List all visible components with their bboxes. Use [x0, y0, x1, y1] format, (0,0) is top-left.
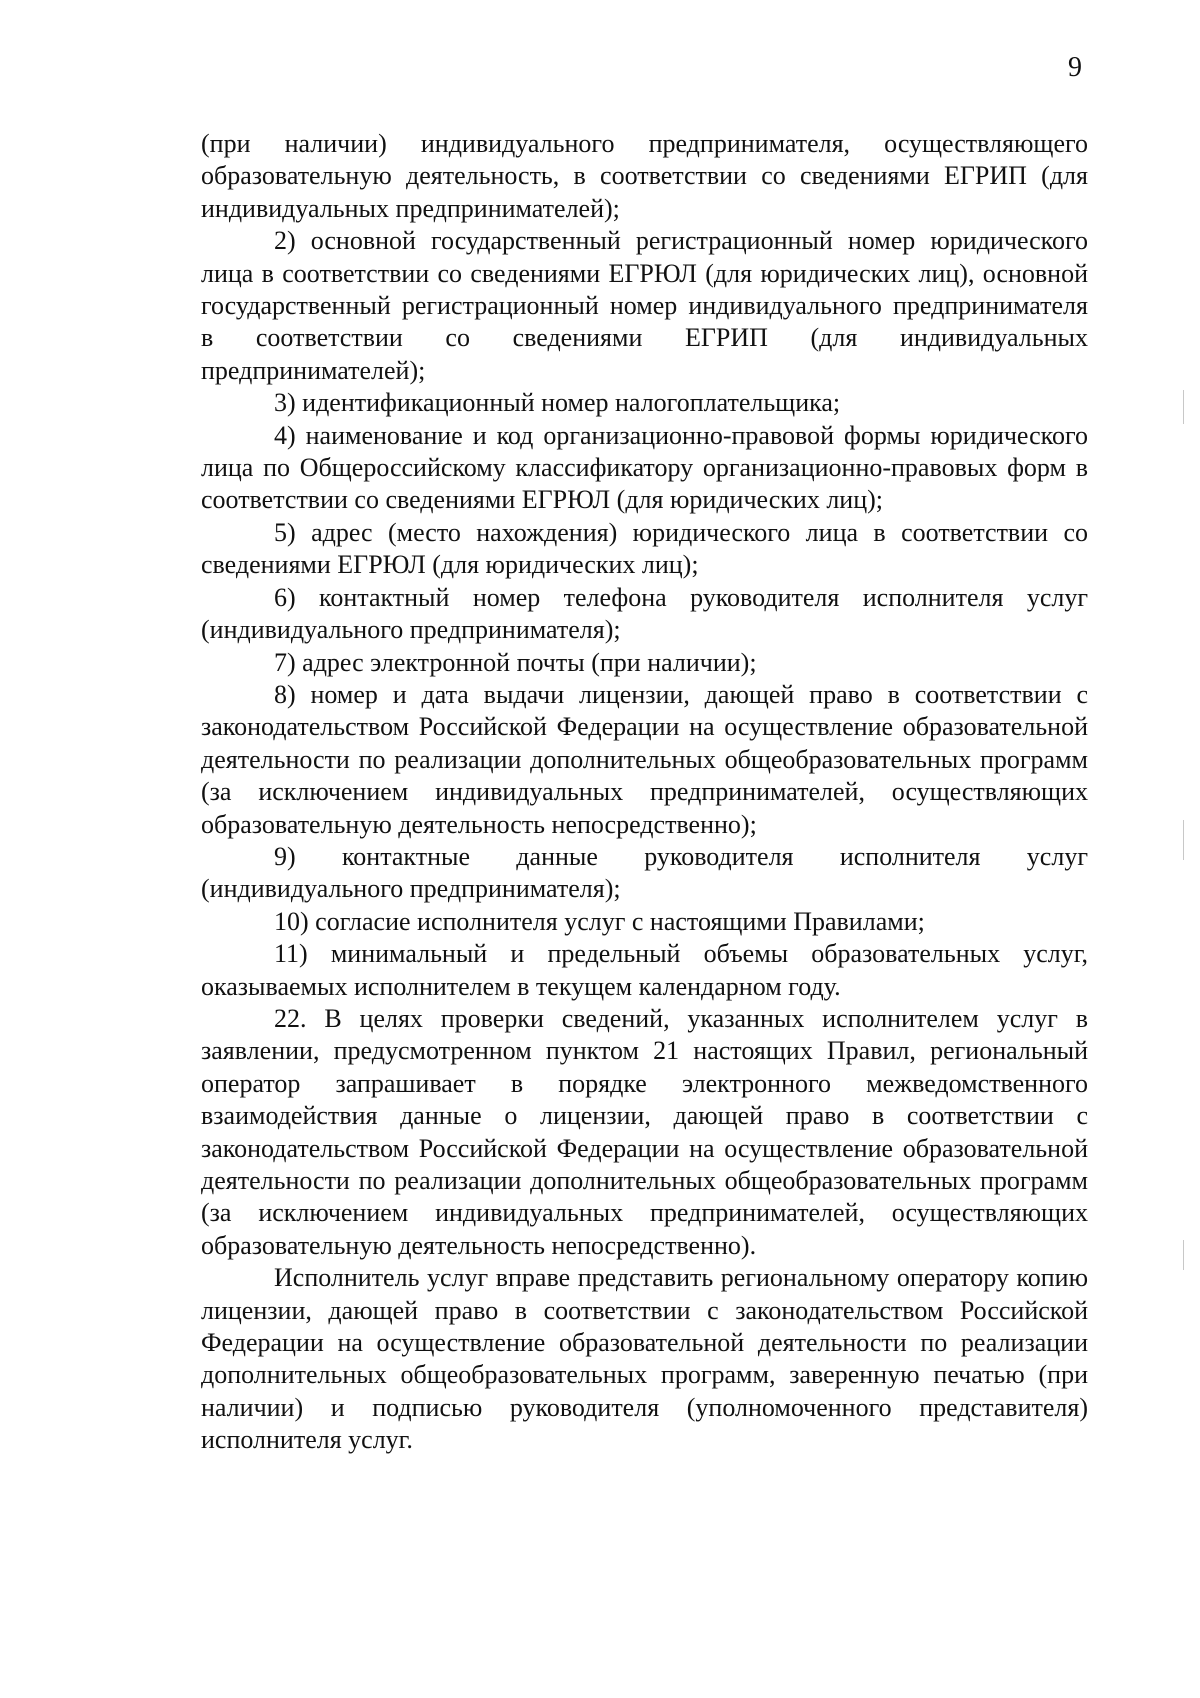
paragraph-item-8: 8) номер и дата выдачи лицензии, дающей право в соответствии с законодательством Российской Федерации на осуществление образовательной деятельности по реализации дополнительных общеобразовательных программ (за исключением индивидуальных предпринимателей, осуществляющих образовательную деятельность непосредственно); — [201, 679, 1088, 839]
scan-artifact-mark — [1183, 820, 1184, 860]
paragraph-item-9: 9) контактные данные руководителя исполнителя услуг (индивидуального предпринимателя); — [201, 841, 1088, 904]
paragraph-item-4: 4) наименование и код организационно-правовой формы юридического лица по Общероссийскому классификатору организационно-правовых форм в соответствии со сведениями ЕГРЮЛ (для юридических лиц); — [201, 420, 1088, 515]
paragraph-item-11: 11) минимальный и предельный объемы образовательных услуг, оказываемых исполнителем в текущем календарном году. — [201, 939, 1088, 1001]
scan-artifact-mark — [1183, 1240, 1184, 1270]
paragraph-item-7: 7) адрес электронной почты (при наличии); — [274, 647, 757, 677]
page-number: 9 — [1068, 52, 1082, 83]
paragraph-continuation: (при наличии) индивидуального предпринимателя, осуществляющего образовательную деятельность, в соответствии со сведениями ЕГРИП (для индивидуальных предпринимателей); — [201, 129, 1088, 223]
scan-artifact-mark — [1183, 390, 1184, 424]
paragraph-item-2: 2) основной государственный регистрационный номер юридического лица в соответствии со сведениями ЕГРЮЛ (для юридических лиц), основной государственный регистрационный номер индивидуального предпринимателя в соответствии со сведениями ЕГРИП (для индивидуальных предпринимателей); — [201, 226, 1088, 385]
document-body — [201, 128, 1088, 1457]
paragraph-license-copy: Исполнитель услуг вправе представить региональному оператору копию лицензии, дающей право в соответствии с законодательством Российской Федерации на осуществление образовательной деятельности по реализации дополнительных общеобразовательных программ, заверенную печатью (при наличии) и подписью руководителя (уполномоченного представителя) исполнителя услуг. — [201, 1263, 1088, 1455]
paragraph-item-5: 5) адрес (место нахождения) юридического лица в соответствии со сведениями ЕГРЮЛ (для юридических лиц); — [201, 517, 1088, 580]
paragraph-clause-22: 22. В целях проверки сведений, указанных исполнителем услуг в заявлении, предусмотренном пунктом 21 настоящих Правил, региональный оператор запрашивает в порядке электронного межведомственного взаимодействия данные о лицензии, дающей право в соответствии с законодательством Российской Федерации на осуществление образовательной деятельности по реализации дополнительных общеобразовательных программ (за исключением индивидуальных предпринимателей, осуществляющих образовательную деятельность непосредственно). — [201, 1003, 1088, 1260]
paragraph-item-10: 10) согласие исполнителя услуг с настоящими Правилами; — [274, 906, 925, 936]
paragraph-item-3: 3) идентификационный номер налогоплательщика; — [274, 388, 841, 418]
paragraph-item-6: 6) контактный номер телефона руководителя исполнителя услуг (индивидуального предпринимателя); — [201, 582, 1088, 645]
